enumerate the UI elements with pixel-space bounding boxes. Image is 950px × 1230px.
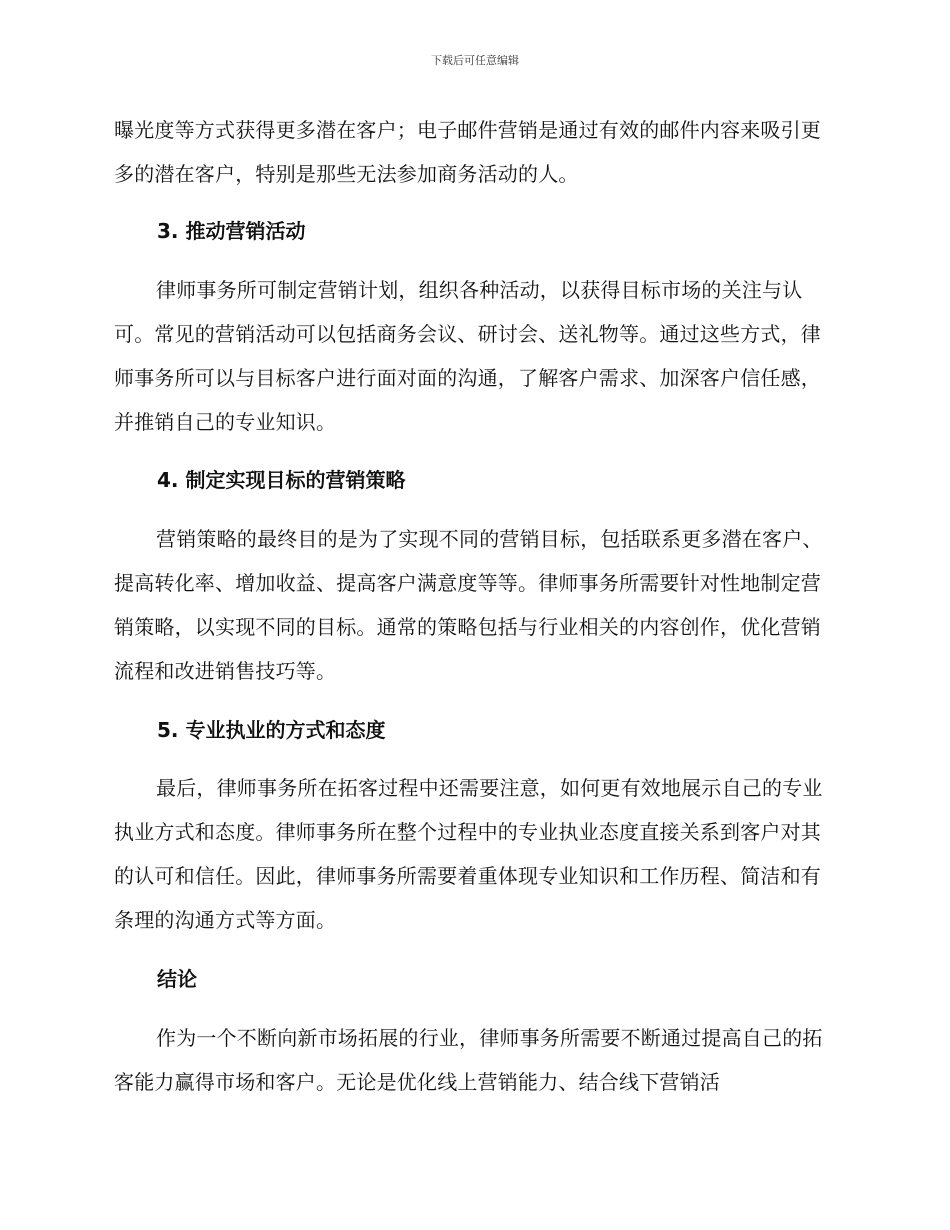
paragraph-text: 曝光度等方式获得更多潜在客户；电子邮件营销是通过有效的邮件内容来吸引更多的潜在客户，特别是那些无法参加商务活动的人。 [114, 118, 821, 186]
paragraph [114, 766, 834, 942]
paragraph-text: 作为一个不断向新市场拓展的行业，律师事务所需要不断通过提高自己的拓客能力赢得市场和客户。无论是优化线上营销能力、结合线下营销活 [114, 1026, 823, 1094]
paragraph [114, 517, 834, 693]
conclusion-heading: 结论 [157, 967, 197, 991]
section-heading-5: 5. 专业执业的方式和态度 [157, 718, 386, 742]
paragraph [114, 268, 834, 444]
paragraph [114, 108, 834, 196]
paragraph [114, 1016, 834, 1104]
page-header: 下载后可任意编辑 [431, 54, 519, 67]
paragraph-text: 最后，律师事务所在拓客过程中还需要注意，如何更有效地展示自己的专业执业方式和态度。律师事务所在整个过程中的专业执业态度直接关系到客户对其的认可和信任。因此，律师事务所需要着重体现专业知识和工作历程、简洁和有条理的沟通方式等方面。 [114, 776, 823, 932]
section-heading-3: 3. 推动营销活动 [157, 219, 306, 243]
paragraph-text: 营销策略的最终目的是为了实现不同的营销目标，包括联系更多潜在客户、提高转化率、增加收益、提高客户满意度等等。律师事务所需要针对性地制定营销策略，以实现不同的目标。通常的策略包括与行业相关的内容创作，优化营销流程和改进销售技巧等。 [114, 527, 823, 683]
paragraph-text: 律师事务所可制定营销计划，组织各种活动，以获得目标市场的关注与认可。常见的营销活动可以包括商务会议、研讨会、送礼物等。通过这些方式，律师事务所可以与目标客户进行面对面的沟通，了解客户需求、加深客户信任感，并推销自己的专业知识。 [114, 278, 821, 434]
section-heading-4: 4. 制定实现目标的营销策略 [157, 468, 406, 492]
